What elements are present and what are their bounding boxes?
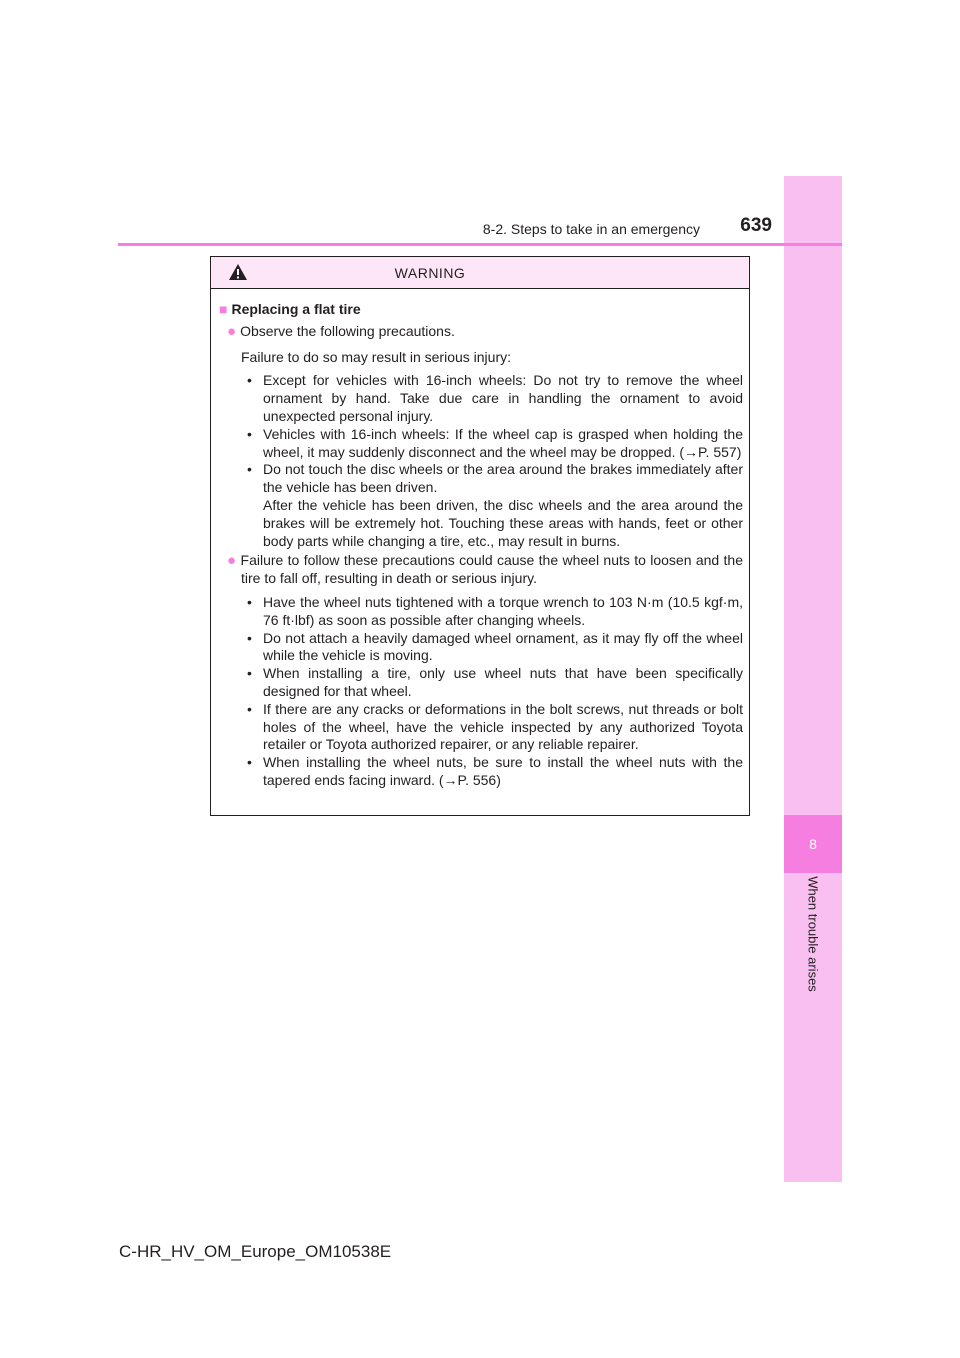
list-item: • If there are any cracks or deformations in the bolt screws, nut threads or bolt holes of the wheel, have the vehicle inspected by any authorized Toyota retailer or Toyota authorized repairer, or any reliable repairer. [241, 701, 743, 754]
chapter-number-tab [784, 815, 842, 873]
warning-title: WARNING [394, 264, 466, 281]
point-2-text: Failure to follow these precautions could cause the wheel nuts to loosen and the tire to fall off, resulting in death or serious injury. [240, 552, 744, 587]
warning-body [211, 289, 749, 790]
bullet-list-2 [219, 594, 743, 790]
bullet-list-1 [219, 372, 743, 550]
list-item: • When installing the wheel nuts, be sure to install the wheel nuts with the tapered ends facing inward. (→P. 556) [241, 754, 743, 790]
circle-bullet-icon: ● [227, 322, 237, 340]
page-number: 639 [740, 215, 772, 236]
point-2 [219, 552, 743, 588]
section-title-text: Replacing a flat tire [231, 301, 361, 317]
header-section-title: 8-2. Steps to take in an emergency [482, 221, 700, 237]
list-item: • Vehicles with 16-inch wheels: If the wheel cap is grasped when holding the wheel, it may suddenly disconnect and the wheel may be dropped. (→P. 557) [241, 426, 743, 462]
footer-doc-id: C-HR_HV_OM_Europe_OM10538E [119, 1242, 392, 1261]
warning-triangle-icon [228, 263, 248, 281]
list-item: • Except for vehicles with 16-inch wheels: Do not try to remove the wheel ornament by hand. Take due care in handling the ornament to avoid unexpected personal injury. [241, 372, 743, 425]
point-1 [219, 323, 743, 341]
square-bullet-icon: ■ [219, 301, 228, 317]
list-item: • Have the wheel nuts tightened with a torque wrench to 103 N·m (10.5 kgf·m, 76 ft·lbf) as soon as possible after changing wheels. [241, 594, 743, 630]
warning-header [211, 257, 749, 289]
warning-box [210, 256, 750, 816]
point-1-text: Observe the following precautions. [240, 322, 455, 339]
chapter-title-vertical: When trouble arises [805, 876, 821, 992]
point-1-sub: Failure to do so may result in serious injury: [241, 348, 511, 365]
list-item: • When installing a tire, only use wheel nuts that have been specifically designed for that wheel. [241, 665, 743, 701]
circle-bullet-icon: ● [227, 552, 237, 570]
header-rule [118, 243, 842, 246]
list-item: • Do not touch the disc wheels or the area around the brakes immediately after the vehicle has been driven. After the vehicle has been driven, the disc wheels and the area around the brakes will be extremely hot. Touching these areas with hands, feet or other body parts while changing a tire, etc., may result in burns. [241, 461, 743, 550]
chapter-number: 8 [809, 836, 817, 852]
side-tab [784, 176, 842, 1182]
list-item: • Do not attach a heavily damaged wheel ornament, as it may fly off the wheel while the vehicle is moving. [241, 630, 743, 666]
section-title [219, 301, 743, 319]
